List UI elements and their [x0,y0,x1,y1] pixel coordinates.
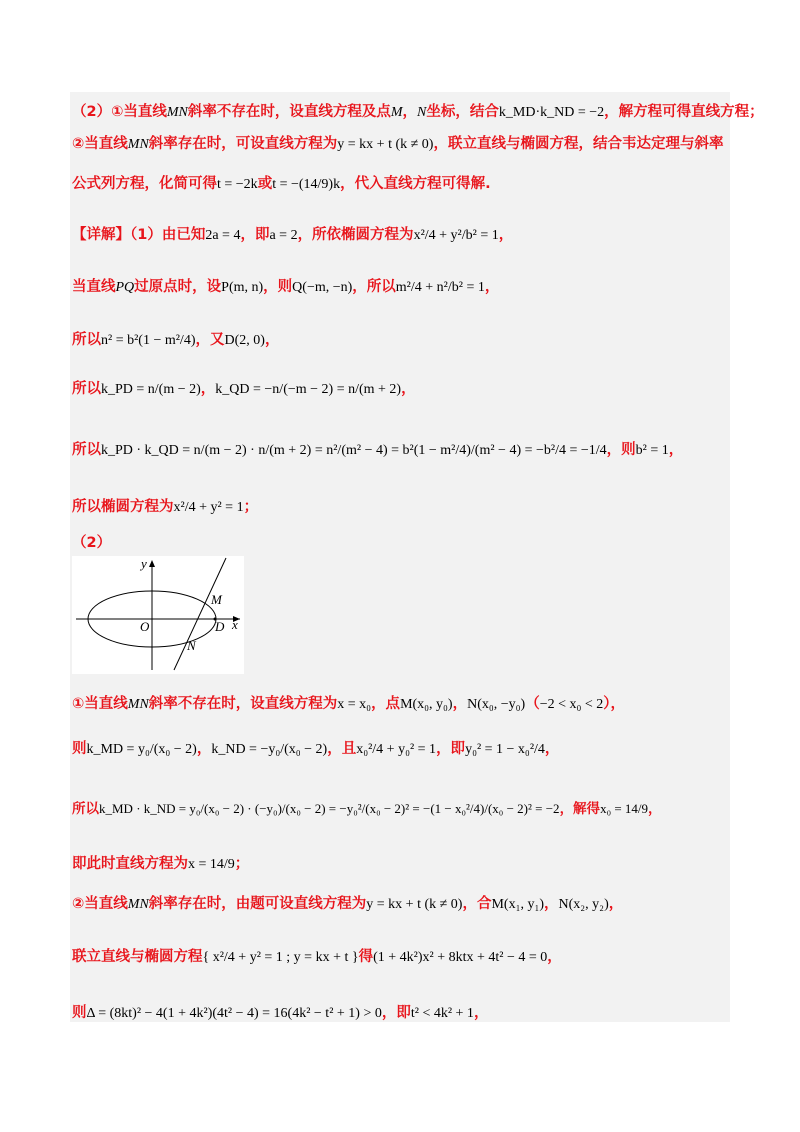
analysis-line-3: 公式列方程，化简可得t = −2k或t = −(14/9)k，代入直线方程可得解. [72,176,491,192]
detail-line-6: 所以椭圆方程为x²/4 + y² = 1； [72,499,259,515]
label-m: M [211,592,222,607]
label-x: x [232,617,238,632]
detail-line-1: 【详解】（1）由已知2a = 4，即a = 2，所依椭圆方程为x²/4 + y²/b² = 1， [72,227,514,243]
analysis-line-1: （2）①当直线MN斜率不存在时，设直线方程及点M，N坐标，结合k_MD·k_ND = −2，解方程可得直线方程； [72,104,764,120]
part-2-heading: （2） [72,535,112,551]
detail-line-4: 所以k_PD = n/(m − 2)，k_QD = −n/(−m − 2) = n/(m + 2)， [72,381,416,397]
y-axis-arrow [149,560,155,567]
detail-line-8: 则k_MD = y₀/(x₀ − 2)，k_ND = −y₀/(x₀ − 2)，且x₀²/4 + y₀² = 1，即y₀² = 1 − x₀²/4， [72,741,560,757]
ellipse-figure [72,556,244,674]
detail-line-2: 当直线PQ过原点时，设P(m, n)，则Q(−m, −n)，所以m²/4 + n²/b² = 1， [72,279,500,295]
detail-line-3: 所以n² = b²(1 − m²/4)，又D(2, 0)， [72,332,280,348]
detail-line-7: ①当直线MN斜率不存在时，设直线方程为x = x₀，点M(x₀, y₀)，N(x₀, −y₀)（−2 < x₀ < 2）， [72,696,626,712]
line-mn [174,558,226,670]
detail-line-12: 联立直线与椭圆方程{ x²/4 + y² = 1 ; y = kx + t }得(1 + 4k²)x² + 8ktx + 4t² − 4 = 0， [72,949,562,965]
detail-line-9: 所以k_MD · k_ND = y₀/(x₀ − 2) · (−y₀)/(x₀ − 2) = −y₀²/(x₀ − 2)² = −(1 − x₀²/4)/(x₀ − 2)² = −2，解得x₀ = 14/9， [72,801,662,817]
detail-line-10: 即此时直线方程为x = 14/9； [72,856,250,872]
detail-line-11: ②当直线MN斜率存在时，由题可设直线方程为y = kx + t (k ≠ 0)，合M(x₁, y₁)，N(x₂, y₂)， [72,896,624,912]
label-d: D [215,619,225,634]
analysis-line-2: ②当直线MN斜率存在时，可设直线方程为y = kx + t (k ≠ 0)，联立直线与椭圆方程，结合韦达定理与斜率 [72,136,724,152]
detail-line-13: 则Δ = (8kt)² − 4(1 + 4k²)(4t² − 4) = 16(4k² − t² + 1) > 0，即t² < 4k² + 1， [72,1005,489,1021]
detail-line-5: 所以k_PD · k_QD = n/(m − 2) · n/(m + 2) = n²/(m² − 4) = b²(1 − m²/4)/(m² − 4) = −b²/4 = −1/4，则b² = 1， [72,442,684,458]
label-n: N [187,638,196,653]
label-o: O [140,619,150,634]
label-y: y [141,556,147,571]
